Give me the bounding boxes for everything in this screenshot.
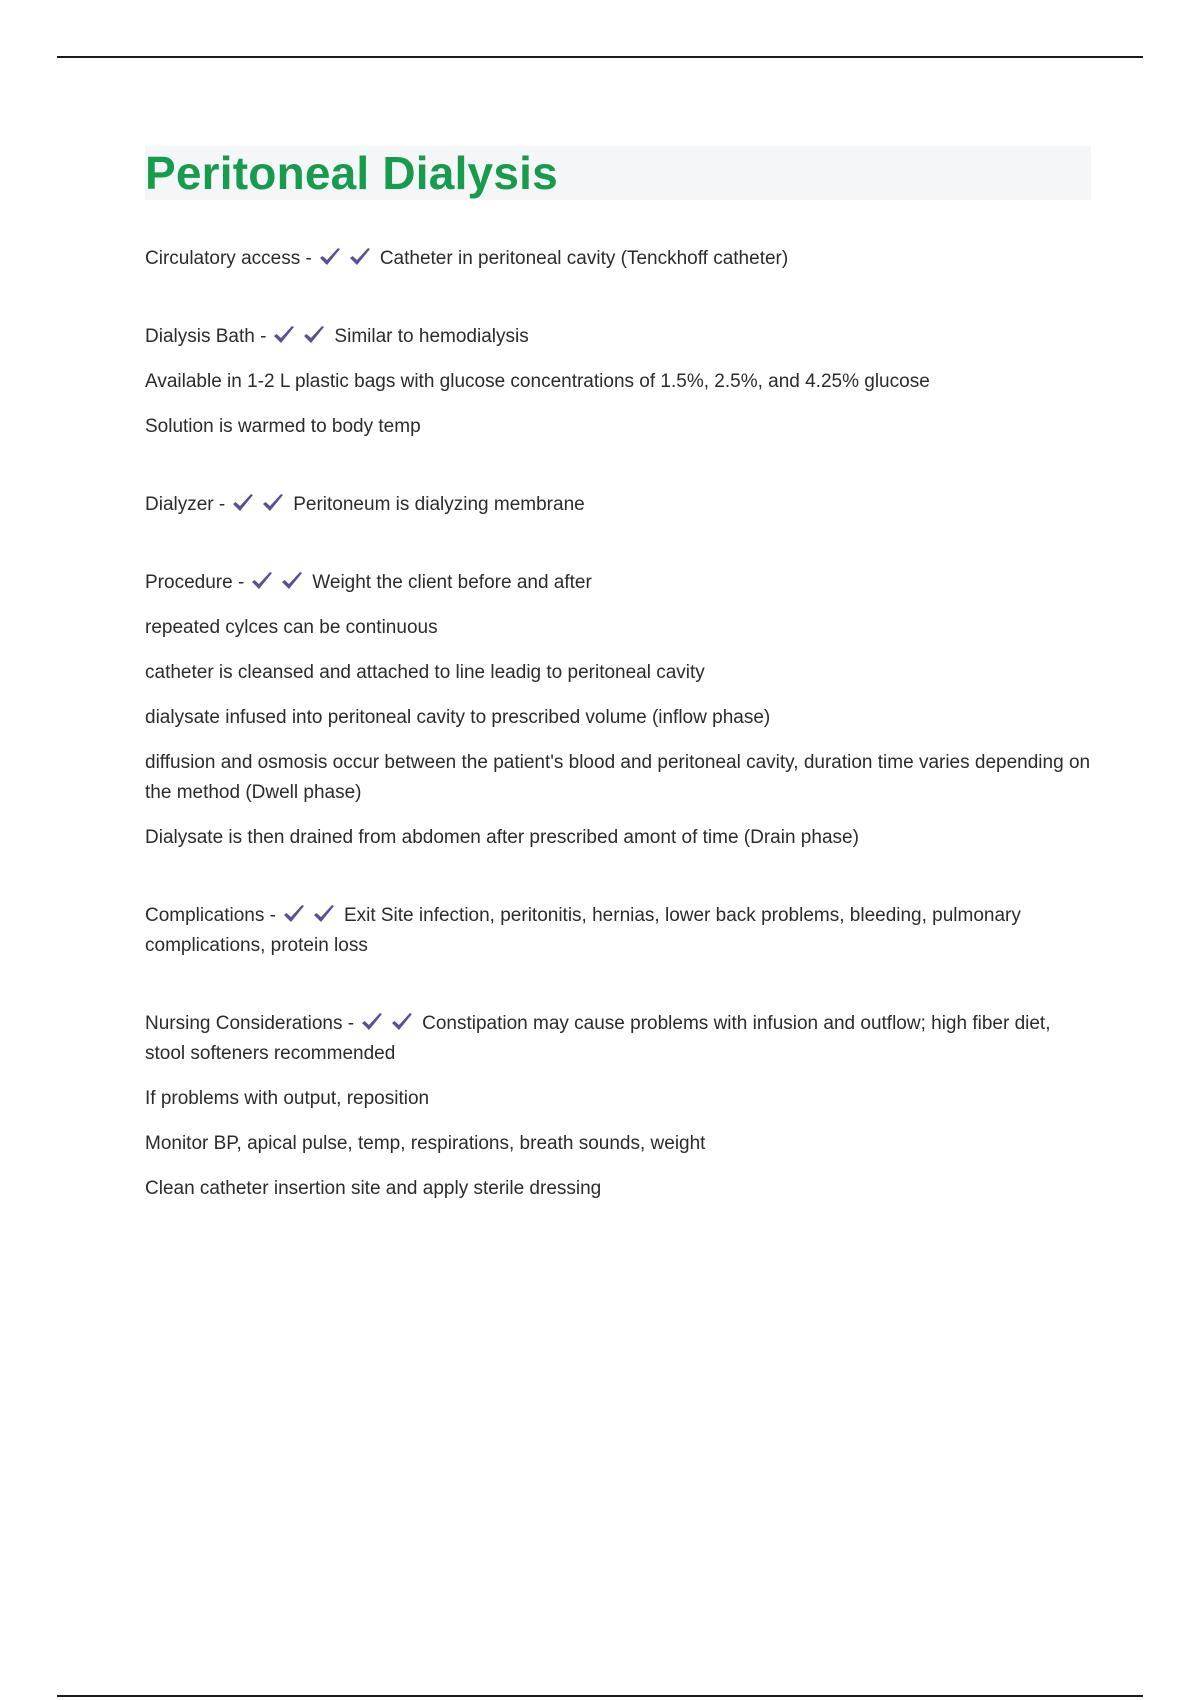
detail-line: Available in 1-2 L plastic bags with glucose concentrations of 1.5%, 2.5%, and 4.25% glucose bbox=[145, 371, 930, 392]
section-heading-line bbox=[145, 568, 1091, 598]
checkmark-icon bbox=[390, 1011, 414, 1033]
section-answer: Exit Site infection, peritonitis, hernias, lower back problems, bleeding, pulmonary complications, protein loss bbox=[145, 905, 1021, 956]
sections bbox=[145, 244, 1091, 1204]
top-rule bbox=[57, 56, 1143, 58]
section-term: Circulatory access - bbox=[145, 248, 312, 269]
double-check-marks bbox=[231, 494, 291, 515]
detail-line: dialysate infused into peritoneal cavity to prescribed volume (inflow phase) bbox=[145, 707, 771, 728]
bottom-rule bbox=[57, 1695, 1143, 1697]
section bbox=[145, 490, 1091, 520]
section bbox=[145, 568, 1091, 853]
page-title: Peritoneal Dialysis bbox=[145, 147, 558, 199]
section-term: Procedure - bbox=[145, 572, 245, 593]
section-heading-line bbox=[145, 1009, 1091, 1069]
detail-line: If problems with output, reposition bbox=[145, 1088, 430, 1109]
double-check-marks bbox=[272, 326, 332, 347]
detail-line: Solution is warmed to body temp bbox=[145, 416, 421, 437]
checkmark-icon bbox=[261, 492, 285, 514]
checkmark-icon bbox=[272, 324, 296, 346]
detail-line: Monitor BP, apical pulse, temp, respirations, breath sounds, weight bbox=[145, 1133, 706, 1154]
double-check-marks bbox=[318, 248, 378, 269]
checkmark-icon bbox=[250, 570, 274, 592]
checkmark-icon bbox=[360, 1011, 384, 1033]
detail-line: Dialysate is then drained from abdomen after prescribed amont of time (Drain phase) bbox=[145, 827, 859, 848]
section-answer: Similar to hemodialysis bbox=[334, 326, 529, 347]
section bbox=[145, 322, 1091, 442]
title-band bbox=[145, 146, 1091, 200]
section-term: Complications - bbox=[145, 905, 276, 926]
section-term: Dialyzer - bbox=[145, 494, 226, 515]
section bbox=[145, 1009, 1091, 1204]
checkmark-icon bbox=[348, 246, 372, 268]
detail-line: diffusion and osmosis occur between the patient's blood and peritoneal cavity, duration time varies depending on the method (Dwell phase) bbox=[145, 752, 1091, 803]
checkmark-icon bbox=[302, 324, 326, 346]
section-answer: Peritoneum is dialyzing membrane bbox=[293, 494, 585, 515]
document-body bbox=[145, 146, 1091, 1252]
double-check-marks bbox=[282, 905, 342, 926]
section-term: Nursing Considerations - bbox=[145, 1013, 355, 1034]
section-answer: Constipation may cause problems with infusion and outflow; high fiber diet, stool softeners recommended bbox=[145, 1013, 1051, 1064]
detail-line: Clean catheter insertion site and apply sterile dressing bbox=[145, 1178, 602, 1199]
checkmark-icon bbox=[282, 903, 306, 925]
section-heading-line bbox=[145, 322, 1091, 352]
detail-line: catheter is cleansed and attached to line leadig to peritoneal cavity bbox=[145, 662, 705, 683]
section bbox=[145, 901, 1091, 961]
section-heading-line bbox=[145, 244, 1091, 274]
checkmark-icon bbox=[318, 246, 342, 268]
section bbox=[145, 244, 1091, 274]
section-heading-line bbox=[145, 901, 1091, 961]
checkmark-icon bbox=[231, 492, 255, 514]
checkmark-icon bbox=[312, 903, 336, 925]
double-check-marks bbox=[360, 1013, 420, 1034]
checkmark-icon bbox=[280, 570, 304, 592]
double-check-marks bbox=[250, 572, 310, 593]
section-heading-line bbox=[145, 490, 1091, 520]
section-answer: Weight the client before and after bbox=[312, 572, 592, 593]
detail-line: repeated cylces can be continuous bbox=[145, 617, 438, 638]
section-answer: Catheter in peritoneal cavity (Tenckhoff catheter) bbox=[379, 248, 789, 269]
section-term: Dialysis Bath - bbox=[145, 326, 267, 347]
